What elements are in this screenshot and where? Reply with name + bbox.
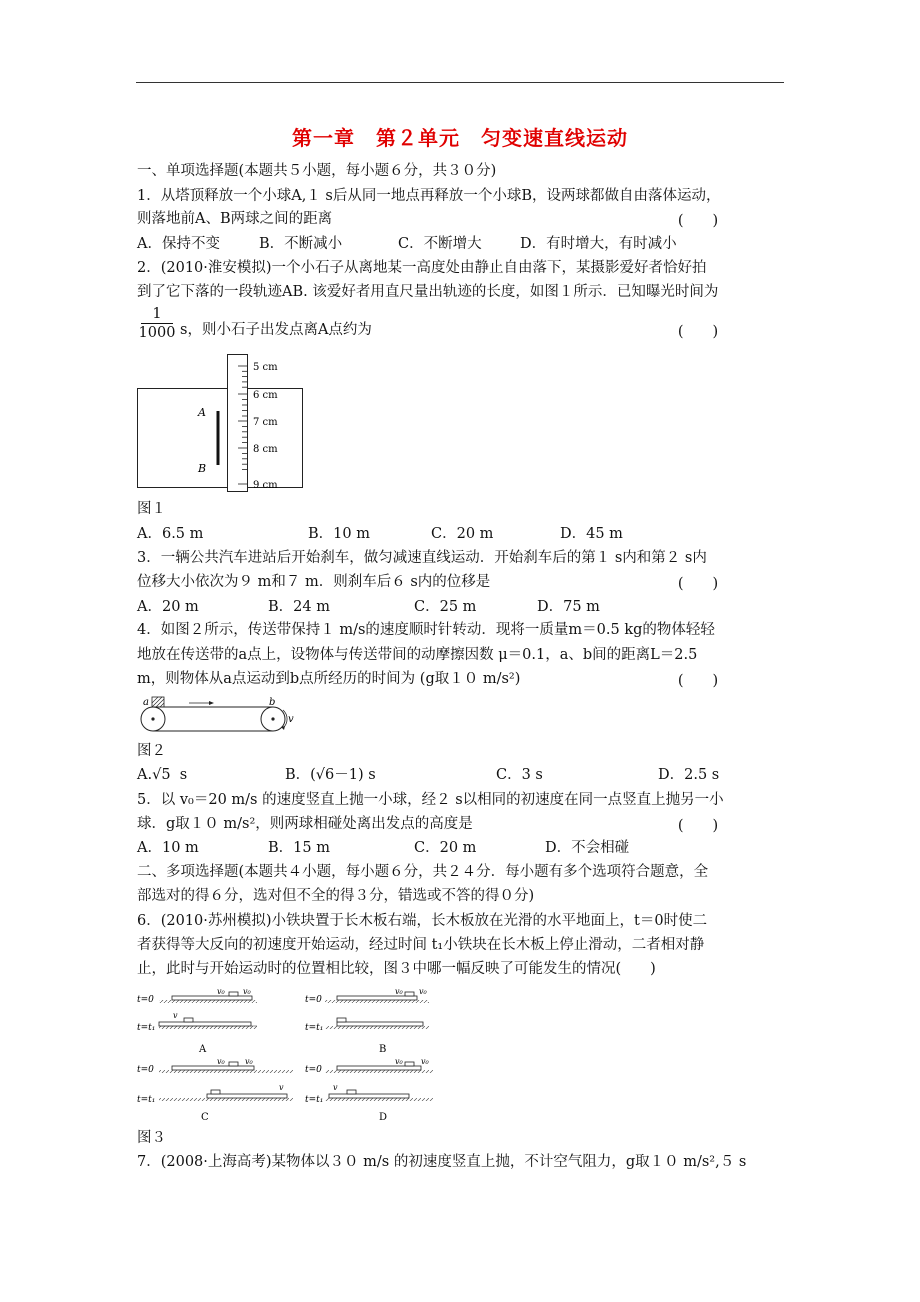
ruler-label-8cm: 8 cm [253,444,278,455]
figure2-conveyor-belt [137,694,297,738]
q4-answer-blank: ( ) [677,673,719,689]
q1-option-c: C．不断增大 [398,236,482,252]
q3-option-d: D．75 m [537,599,600,615]
v-label: v [333,1083,338,1092]
v-label: v [173,1011,178,1020]
q3-line1: 3．一辆公共汽车进站后开始刹车，做匀减速直线运动．开始刹车后的第１ s内和第２ s内 [137,550,707,566]
v0-label: v₀ [395,987,403,996]
point-a-label: A [198,406,206,419]
panel-d [305,1057,433,1122]
v0-label: v₀ [243,987,251,996]
v-label: v [279,1083,284,1092]
q3-answer-blank: ( ) [677,576,719,592]
fraction-denominator: 1000 [138,325,176,341]
q5-answer-blank: ( ) [677,818,719,834]
panel-label-b: B [379,1044,387,1055]
q3-option-b: B．24 m [268,599,330,615]
q5-option-c: C．20 m [414,840,477,856]
panel-label-c: C [201,1112,209,1122]
ruler-label-9cm: 9 cm [253,480,278,491]
q2-option-b: B．10 m [308,526,370,542]
v0-label: v₀ [217,987,225,996]
t0-label: t=0 [137,1065,154,1075]
q2-line2: 到了它下落的一段轨迹AB. 该爱好者用直尺量出轨迹的长度，如图１所示．已知曝光时间为 [137,284,719,300]
q3-option-c: C．25 m [414,599,477,615]
q1-line1: 1．从塔顶释放一个小球A,１ s后从同一地点再释放一个小球B，设两球都做自由落体运动， [137,188,721,204]
v0-label: v₀ [245,1057,253,1066]
q3-option-a: A．20 m [137,599,199,615]
q2-line1: 2．(2010·淮安模拟)一个小石子从离地某一高度处由静止自由落下，某摄影爱好者恰好拍 [137,260,707,276]
q5-option-a: A．10 m [137,840,199,856]
q6-line1: 6．(2010·苏州模拟)小铁块置于长木板右端，长木板放在光滑的水平地面上，t＝0时使二 [137,913,708,929]
q6-line3: 止，此时与开始运动时的位置相比较，图３中哪一幅反映了可能发生的情况( ) [137,961,656,977]
label-b: b [269,697,276,708]
q5-option-b: B．15 m [268,840,330,856]
fraction-numerator: 1 [152,306,162,322]
v0-label: v₀ [419,987,427,996]
q1-option-d: D．有时增大，有时减小 [520,236,677,252]
q7-line1: 7．(2008·上海高考)某物体以３０ m/s 的初速度竖直上抛，不计空气阻力，g取１０ m/s²,５ s [137,1154,747,1170]
t1-label: t=t₁ [137,1095,156,1105]
section2-line2: 部选对的得６分，选对但不全的得３分，错选或不答的得０分) [137,888,535,904]
q2-line3: s，则小石子出发点离A点约为 [180,322,372,338]
section1-heading: 一、单项选择题(本题共５小题，每小题６分，共３０分) [137,163,497,179]
q4-option-c: C．3 s [496,767,543,783]
q4-line1: 4．如图２所示，传送带保持１ m/s的速度顺时针转动．现将一质量m＝0.5 kg的物体轻轻 [137,622,715,638]
panel-label-a: A [199,1044,207,1055]
q3-line2: 位移大小依次为９ m和７ m．则刹车后６ s内的位移是 [137,574,491,590]
q1-answer-blank: ( ) [677,213,719,229]
panel-b [305,987,429,1055]
v0-label: v₀ [217,1057,225,1066]
q2-option-d: D．45 m [560,526,623,542]
exposure-fraction [137,306,177,341]
q5-option-d: D．不会相碰 [545,840,630,856]
ruler-label-7cm: 7 cm [253,417,278,428]
ruler-label-5cm: 5 cm [253,362,278,373]
section2-line1: 二、多项选择题(本题共４小题，每小题６分，共２４分．每小题有多个选项符合题意，全 [137,864,709,880]
t1-label: t=t₁ [305,1095,324,1105]
header-rule [136,82,784,83]
label-a: a [143,697,149,708]
q1-option-a: A．保持不变 [137,236,220,252]
t1-label: t=t₁ [137,1023,156,1033]
t0-label: t=0 [305,1065,322,1075]
ruler-label-6cm: 6 cm [253,390,278,401]
q2-option-a: A．6.5 m [137,526,204,542]
label-v: v [288,714,294,725]
q1-option-b: B．不断减小 [259,236,343,252]
v0-label: v₀ [395,1057,403,1066]
q4-line3: m，则物体从a点运动到b点所经历的时间为 (g取１０ m/s²) [137,671,521,687]
panel-label-d: D [379,1112,388,1122]
page-title: 第一章 第２单元 匀变速直线运动 [292,126,628,150]
q5-line1: 5．以 v₀＝20 m/s 的速度竖直上抛一小球，经２ s以相同的初速度在同一点竖直上抛另一小 [137,792,724,808]
fraction-bar [141,323,173,324]
point-b-label: B [198,462,207,475]
q6-line2: 者获得等大反向的初速度开始运动，经过时间 t₁小铁块在长木板上停止滑动，二者相对静 [137,937,705,953]
q2-answer-blank: ( ) [677,324,719,340]
v0-label: v₀ [421,1057,429,1066]
q4-option-a: A.√5 s [137,767,188,783]
t0-label: t=0 [137,995,154,1005]
figure1-ruler-diagram [137,354,317,496]
figure1-caption: 图１ [137,501,166,517]
panel-a [137,987,257,1055]
q2-option-c: C．20 m [431,526,494,542]
figure3-panels [137,986,467,1122]
q1-line2: 则落地前A、B两球之间的距离 [137,211,333,227]
panel-c [137,1057,293,1122]
q4-option-d: D．2.5 s [658,767,720,783]
q4-option-b: B．(√6－1) s [285,767,376,783]
q4-line2: 地放在传送带的a点上，设物体与传送带间的动摩擦因数 μ＝0.1，a、b间的距离L＝2.5 [137,647,698,663]
figure3-caption: 图３ [137,1130,166,1146]
t0-label: t=0 [305,995,322,1005]
figure2-caption: 图２ [137,743,166,759]
q5-line2: 球．g取１０ m/s²，则两球相碰处离出发点的高度是 [137,816,473,832]
t1-label: t=t₁ [305,1023,324,1033]
